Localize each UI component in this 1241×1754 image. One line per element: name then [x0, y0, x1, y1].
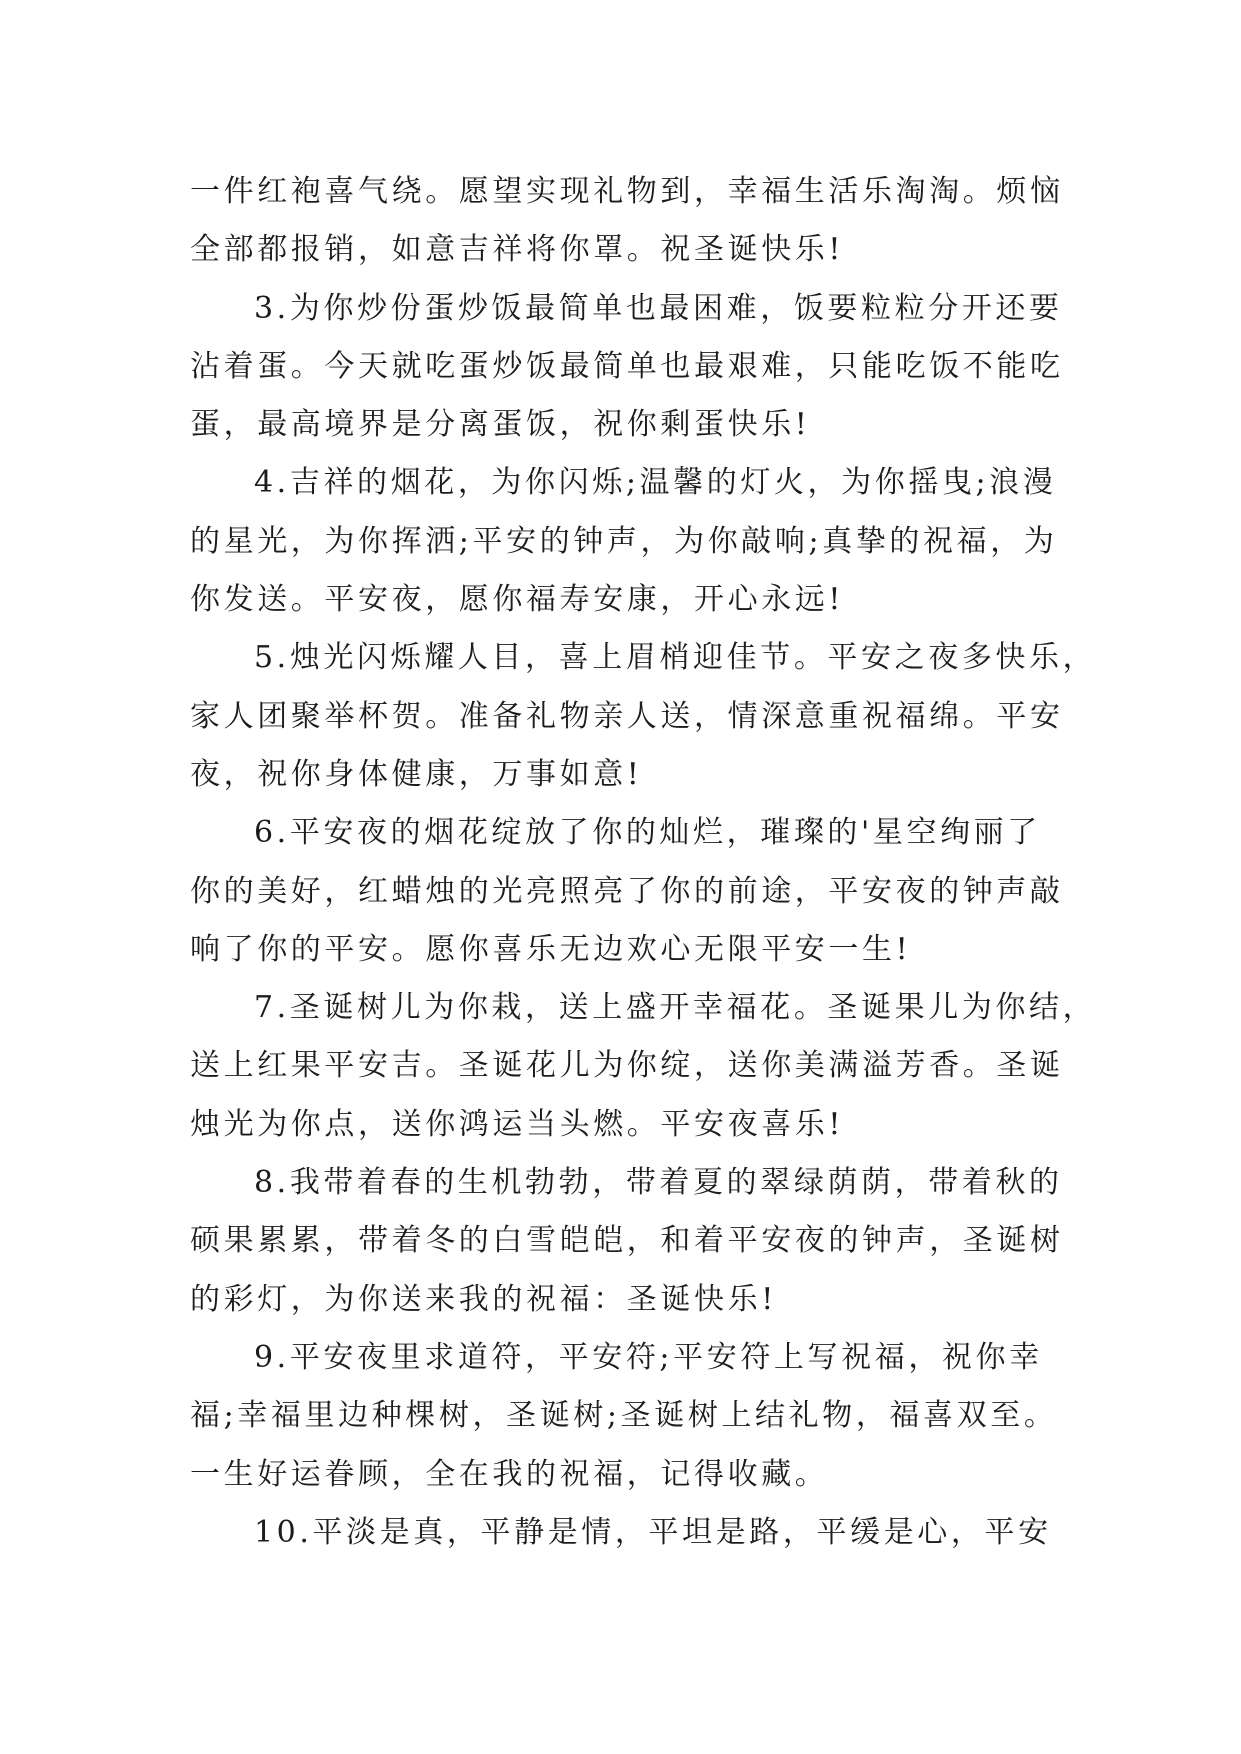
document-body [190, 163, 1241, 1562]
text-line: 10.平淡是真，平静是情，平坦是路，平缓是心，平安 [254, 1514, 1052, 1550]
text-line: 家人团聚举杯贺。准备礼物亲人送，情深意重祝福绵。平安 [190, 698, 1064, 734]
text-line: 的星光，为你挥洒;平安的钟声，为你敲响;真挚的祝福，为 [190, 523, 1058, 559]
text-line: 的彩灯，为你送来我的祝福：圣诞快乐! [190, 1281, 777, 1317]
text-line: 5.烛光闪烁耀人目，喜上眉梢迎佳节。平安之夜多快乐， [254, 640, 1097, 676]
text-line: 送上红果平安吉。圣诞花儿为你绽，送你美满溢芳香。圣诞 [190, 1048, 1064, 1084]
text-line: 福;幸福里边种棵树，圣诞树;圣诞树上结礼物，福喜双至。 [190, 1398, 1058, 1434]
text-line: 3.为你炒份蛋炒饭最简单也最困难，饭要粒粒分开还要 [254, 290, 1063, 326]
text-line: 你发送。平安夜，愿你福寿安康，开心永远! [190, 582, 845, 618]
text-line: 一生好运眷顾，全在我的祝福，记得收藏。 [190, 1456, 829, 1492]
text-line: 你的美好，红蜡烛的光亮照亮了你的前途，平安夜的钟声敲 [190, 873, 1064, 909]
paragraph-item-8 [190, 1154, 1241, 1329]
text-line: 一件红袍喜气绕。愿望实现礼物到，幸福生活乐淘淘。烦恼 [190, 174, 1064, 209]
text-line: 蛋，最高境界是分离蛋饭，祝你剩蛋快乐! [190, 407, 811, 443]
text-line: 7.圣诞树儿为你栽，送上盛开幸福花。圣诞果儿为你结， [254, 990, 1097, 1026]
paragraph-item-9 [190, 1329, 1241, 1504]
text-line: 响了你的平安。愿你喜乐无边欢心无限平安一生! [190, 931, 912, 967]
paragraph-item-4 [190, 454, 1241, 629]
text-line: 沾着蛋。今天就吃蛋炒饭最简单也最艰难，只能吃饭不能吃 [190, 348, 1064, 384]
paragraph-item-10 [190, 1504, 1241, 1562]
text-line: 烛光为你点，送你鸿运当头燃。平安夜喜乐! [190, 1106, 845, 1142]
text-line: 全部都报销，如意吉祥将你罩。祝圣诞快乐! [190, 232, 845, 268]
text-line: 夜，祝你身体健康，万事如意! [190, 756, 643, 792]
text-line: 9.平安夜里求道符，平安符;平安符上写祝福，祝你幸 [254, 1339, 1043, 1375]
paragraph [190, 163, 1241, 280]
paragraph-item-6 [190, 804, 1241, 979]
text-line: 4.吉祥的烟花，为你闪烁;温馨的灯火，为你摇曳;浪漫 [254, 465, 1057, 501]
text-line: 硕果累累，带着冬的白雪皑皑，和着平安夜的钟声，圣诞树 [190, 1223, 1064, 1259]
paragraph-item-5 [190, 629, 1241, 804]
paragraph-item-7 [190, 979, 1241, 1154]
paragraph-item-3 [190, 280, 1241, 455]
text-line: 8.我带着春的生机勃勃，带着夏的翠绿荫荫，带着秋的 [254, 1165, 1063, 1201]
text-line: 6.平安夜的烟花绽放了你的灿烂，璀璨的'星空绚丽了 [254, 815, 1041, 851]
